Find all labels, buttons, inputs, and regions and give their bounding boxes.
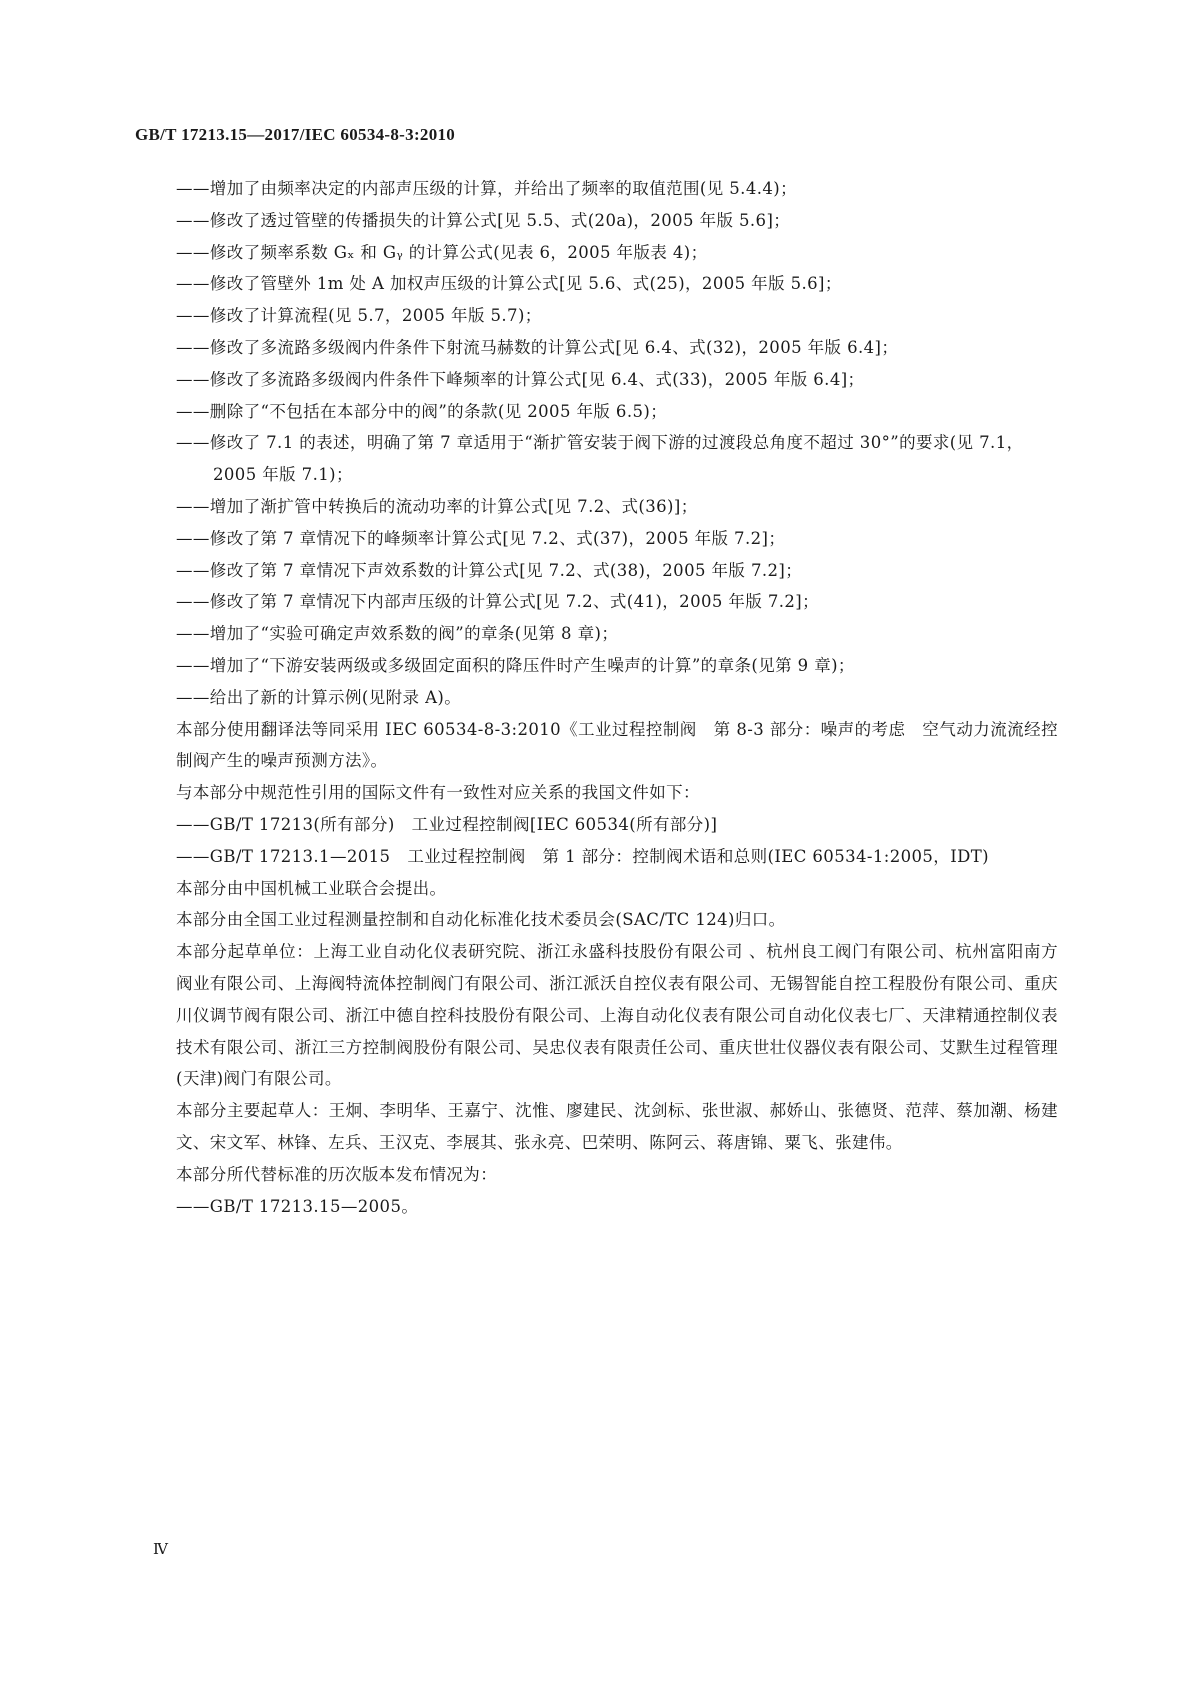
- change-item: ——修改了多流路多级阀内件条件下峰频率的计算公式[见 6.4、式(33)，2005 年版 6.4]；: [176, 369, 865, 389]
- change-item: ——修改了 7.1 的表述，明确了第 7 章适用于“渐扩管安装于阀下游的过渡段总角度不超过 30°”的要求(见 7.1，2005 年版 7.1)；: [176, 433, 1024, 485]
- preface-content: [176, 173, 1058, 1222]
- centralized-paragraph: 本部分由全国工业过程测量控制和自动化标准化技术委员会(SAC/TC 124)归口。: [176, 910, 786, 930]
- references-list: [176, 809, 1058, 873]
- change-item: ——增加了“实验可确定声效系数的阀”的章条(见第 8 章)；: [176, 624, 619, 644]
- change-item: ——删除了“不包括在本部分中的阀”的条款(见 2005 年版 6.5)；: [176, 401, 668, 421]
- change-item: ——增加了由频率决定的内部声压级的计算，并给出了频率的取值范围(见 5.4.4)；: [176, 179, 798, 198]
- change-item: ——修改了频率系数 Gₓ 和 Gᵧ 的计算公式(见表 6，2005 年版表 4)；: [176, 242, 708, 262]
- change-item: ——给出了新的计算示例(见附录 A)。: [176, 687, 462, 707]
- technical-changes-list: [176, 173, 1058, 714]
- change-item: ——修改了管壁外 1m 处 A 加权声压级的计算公式[见 5.6、式(25)，2005 年版 5.6]；: [176, 274, 842, 294]
- change-item: ——增加了“下游安装两级或多级固定面积的降压件时产生噪声的计算”的章条(见第 9 章)；: [176, 655, 855, 675]
- adoption-paragraph: 本部分使用翻译法等同采用 IEC 60534-8-3:2010《工业过程控制阀 第 8-3 部分：噪声的考虑 空气动力流流经控制阀产生的噪声预测方法》。: [176, 719, 1058, 771]
- history-item: ——GB/T 17213.15—2005。: [176, 1196, 419, 1216]
- page-number: Ⅳ: [153, 1542, 168, 1558]
- history-list: [176, 1191, 1058, 1223]
- history-intro: 本部分所代替标准的历次版本发布情况为：: [176, 1164, 498, 1184]
- change-item: ——增加了渐扩管中转换后的流动功率的计算公式[见 7.2、式(36)]；: [176, 496, 698, 516]
- change-item: ——修改了多流路多级阀内件条件下射流马赫数的计算公式[见 6.4、式(32)，2005 年版 6.4]；: [176, 337, 899, 357]
- change-item: ——修改了第 7 章情况下的峰频率计算公式[见 7.2、式(37)，2005 年版 7.2]；: [176, 528, 786, 548]
- proposer-paragraph: 本部分由中国机械工业联合会提出。: [176, 878, 447, 898]
- running-header: GB/T 17213.15—2017/IEC 60534-8-3:2010: [135, 125, 456, 144]
- drafters-paragraph: 本部分主要起草人：王炯、李明华、王嘉宁、沈惟、廖建民、沈剑标、张世淑、郝娇山、张德贤、范萍、蔡加潮、杨建文、宋文军、林锋、左兵、王汉克、李展其、张永亮、巴荣明、陈阿云、蒋唐锦、粟飞、张建伟。: [176, 1101, 1058, 1152]
- change-item: ——修改了透过管壁的传播损失的计算公式[见 5.5、式(20a)，2005 年版 5.6]；: [176, 210, 791, 230]
- change-item: ——修改了第 7 章情况下声效系数的计算公式[见 7.2、式(38)，2005 年版 7.2]；: [176, 560, 803, 580]
- drafting-units-paragraph: 本部分起草单位：上海工业自动化仪表研究院、浙江永盛科技股份有限公司 、杭州良工阀门有限公司、杭州富阳南方阀业有限公司、上海阀特流体控制阀门有限公司、浙江派沃自控仪表有限公司、无锡智能自控工程股份有限公司、重庆川仪调节阀有限公司、浙江中德自控科技股份有限公司、上海自动化仪表有限公司自动化仪表七厂、天津精通控制仪表技术有限公司、浙江三方控制阀股份有限公司、吴忠仪表有限责任公司、重庆世壮仪器仪表有限公司、艾默生过程管理(天津)阀门有限公司。: [176, 942, 1058, 1089]
- reference-item: ——GB/T 17213.1—2015 工业过程控制阀 第 1 部分：控制阀术语和总则(IEC 60534-1:2005，IDT): [176, 846, 989, 866]
- references-intro: 与本部分中规范性引用的国际文件有一致性对应关系的我国文件如下：: [176, 783, 700, 803]
- change-item: ——修改了计算流程(见 5.7，2005 年版 5.7)；: [176, 306, 542, 326]
- reference-item: ——GB/T 17213(所有部分) 工业过程控制阀[IEC 60534(所有部分)]: [176, 814, 718, 834]
- change-item: ——修改了第 7 章情况下内部声压级的计算公式[见 7.2、式(41)，2005 年版 7.2]；: [176, 592, 820, 612]
